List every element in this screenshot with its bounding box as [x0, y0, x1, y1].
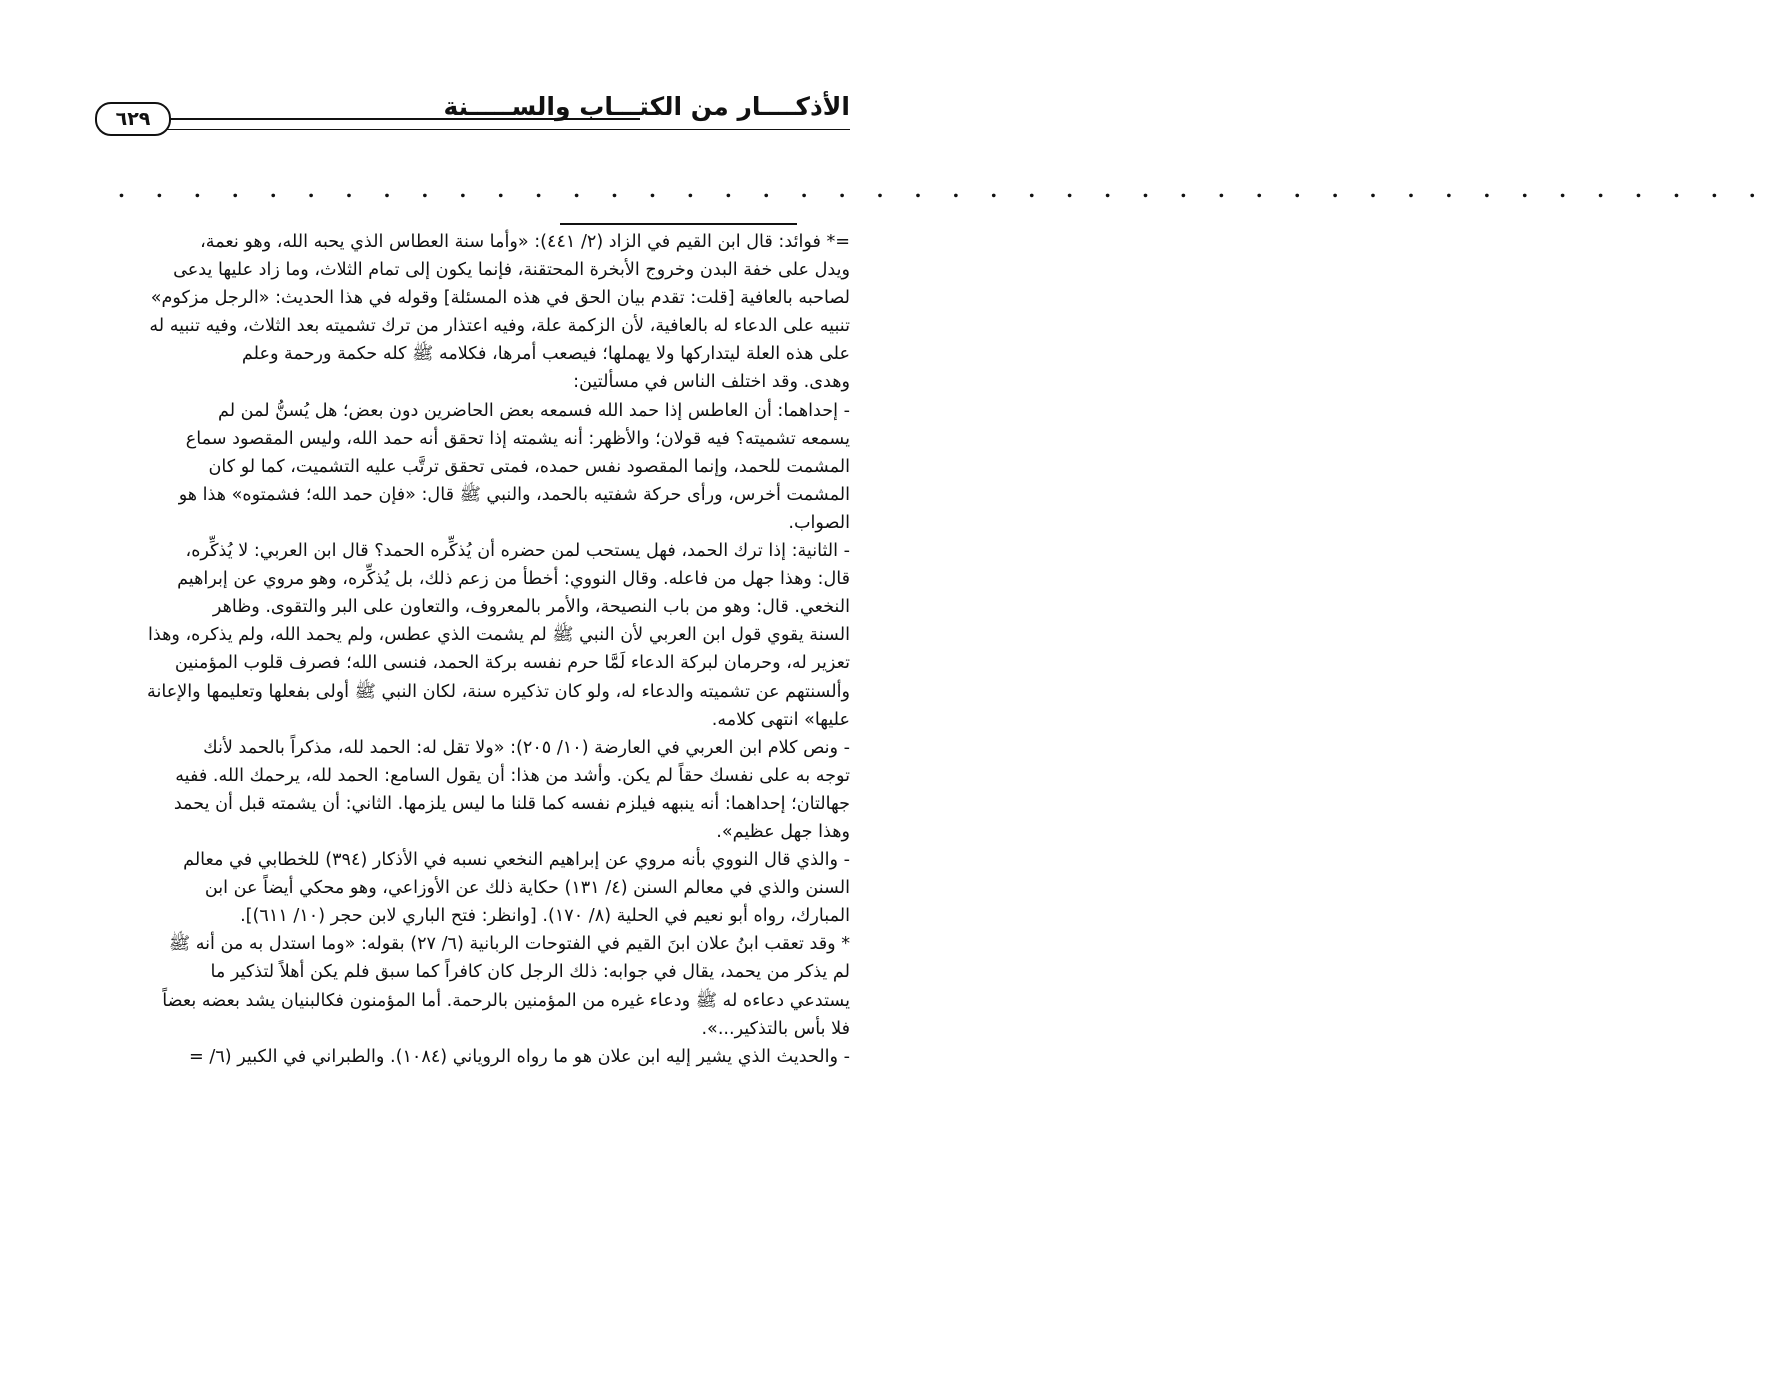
text-line: السنة يقوي قول ابن العربي لأن النبي ﷺ لم يشمت الذي عطس، ولم يحمد الله، ولم يذكره، وهذا: [147, 625, 850, 646]
footnote-body: [100, 228, 850, 1071]
ellipsis-separator: . . . . . . . . . . . . . . . . . . . . . . . . . . . . . . . . . . . . . . . . . . . .: [118, 178, 1768, 202]
text-line: ويدل على خفة البدن وخروج الأبخرة المحتقنة، فإنما يكون إلى تمام الثلاث، وما زاد عليها يدعى: [173, 260, 850, 281]
text-line: تعزير له، وحرمان لبركة الدعاء لَمَّا حرم نفسه بركة الحمد، فنسى الله؛ فصرف قلوب المؤمنين: [174, 653, 850, 674]
text-line: جهالتان؛ إحداهما: أنه ينبهه فيلزم نفسه كما قلنا ما ليس يلزمها. الثاني: أن يشمته قبل أن يحمد: [173, 793, 850, 814]
page-number: ٦٢٩: [95, 102, 171, 136]
page-header: [95, 92, 850, 137]
text-line: * وقد تعقب ابنُ علان ابنَ القيم في الفتوحات الربانية (٦/ ٢٧) بقوله: «وما استدل به من أنه ﷺ: [168, 934, 850, 955]
text-line: - ونص كلام ابن العربي في العارضة (١٠/ ٢٠٥): «ولا تقل له: الحمد لله، مذكراً بالحمد لأنك: [203, 737, 850, 758]
text-line: فلا بأس بالتذكير...».: [701, 1018, 850, 1039]
header-rule-lower: [167, 129, 850, 130]
text-line: يسمعه تشميته؟ فيه قولان؛ والأظهر: أنه يشمته إذا تحقق أنه حمد الله، وليس المقصود سماع: [185, 428, 850, 449]
text-line: على هذه العلة ليتداركها ولا يهملها؛ فيصعب أمرها، فكلامه ﷺ كله حكمة ورحمة وعلم: [241, 344, 850, 365]
text-line: - والحديث الذي يشير إليه ابن علان هو ما رواه الروياني (١٠٨٤). والطبراني في الكبير (٦/ =: [189, 1046, 850, 1067]
text-line: لم يذكر من يحمد، يقال في جوابه: ذلك الرجل كان كافراً كما سبق فلم يكن أهلاً لتذكير ما: [210, 962, 850, 983]
text-line: =* فوائد: قال ابن القيم في الزاد (٢/ ٤٤١): «وأما سنة العطاس الذي يحبه الله، وهو نعمة،: [200, 232, 850, 252]
footnote-rule: [560, 223, 797, 225]
text-line: - الثانية: إذا ترك الحمد، فهل يستحب لمن حضره أن يُذكِّره الحمد؟ قال ابن العربي: لا يُذكِّره،: [185, 541, 850, 562]
text-line: يستدعي دعاءه له ﷺ ودعاء غيره من المؤمنين بالرحمة. أما المؤمنون فكالبنيان يشد بعضه بعضاً: [162, 990, 850, 1011]
text-line: النخعي. قال: وهو من باب النصيحة، والأمر بالمعروف، والتعاون على البر والتقوى. وظاهر: [212, 597, 850, 618]
text-line: لصاحبه بالعافية [قلت: تقدم بيان الحق في هذه المسئلة] وقوله في هذا الحديث: «الرجل مزكوم»: [150, 288, 850, 309]
text-line: عليها» انتهى كلامه.: [711, 709, 850, 730]
text-line: الصواب.: [788, 512, 850, 533]
text-line: وألسنتهم عن تشميته والدعاء له، ولو كان تذكيره سنة، لكان النبي ﷺ أولى بفعلها وتعليمها والإعانة: [147, 681, 850, 702]
text-line: - إحداهما: أن العاطس إذا حمد الله فسمعه بعض الحاضرين دون بعض؛ هل يُسنُّ لمن لم: [217, 400, 850, 421]
text-line: السنن والذي في معالم السنن (٤/ ١٣١) حكاية ذلك عن الأوزاعي، وهو محكي أيضاً عن ابن: [204, 878, 850, 899]
text-line: المبارك، رواه أبو نعيم في الحلية (٨/ ١٧٠). [وانظر: فتح الباري لابن حجر (١٠/ ٦١١)].: [240, 906, 850, 927]
header-rule: [167, 118, 640, 120]
text-line: وهذا جهل عظيم».: [716, 821, 850, 842]
text-line: المشمت للحمد، وإنما المقصود نفس حمده، فمتى تحقق ترتَّب عليه التشميت، كما لو كان: [208, 456, 850, 477]
header-title: الأذكــــار من الكتـــاب والســـــنة: [443, 92, 850, 121]
text-line: المشمت أخرس، ورأى حركة شفتيه بالحمد، والنبي ﷺ قال: «فإن حمد الله؛ فشمتوه» هذا هو: [178, 484, 850, 505]
text-line: وهدى. وقد اختلف الناس في مسألتين:: [573, 372, 850, 393]
text-line: تنبيه على الدعاء له بالعافية، لأن الزكمة علة، وفيه اعتذار من ترك تشميته بعد الثلاث، وفيه تنبيه له: [149, 316, 850, 337]
text-line: - والذي قال النووي بأنه مروي عن إبراهيم النخعي نسبه في الأذكار (٣٩٤) للخطابي في معالم: [183, 850, 850, 871]
text-line: توجه به على نفسك حقاً لم يكن. وأشد من هذا: أن يقول السامع: الحمد لله، يرحمك الله. ففيه: [175, 765, 850, 786]
text-line: قال: وهذا جهل من فاعله. وقال النووي: أخطأ من زعم ذلك، بل يُذكِّره، وهو مروي عن إبراهيم: [177, 569, 850, 590]
